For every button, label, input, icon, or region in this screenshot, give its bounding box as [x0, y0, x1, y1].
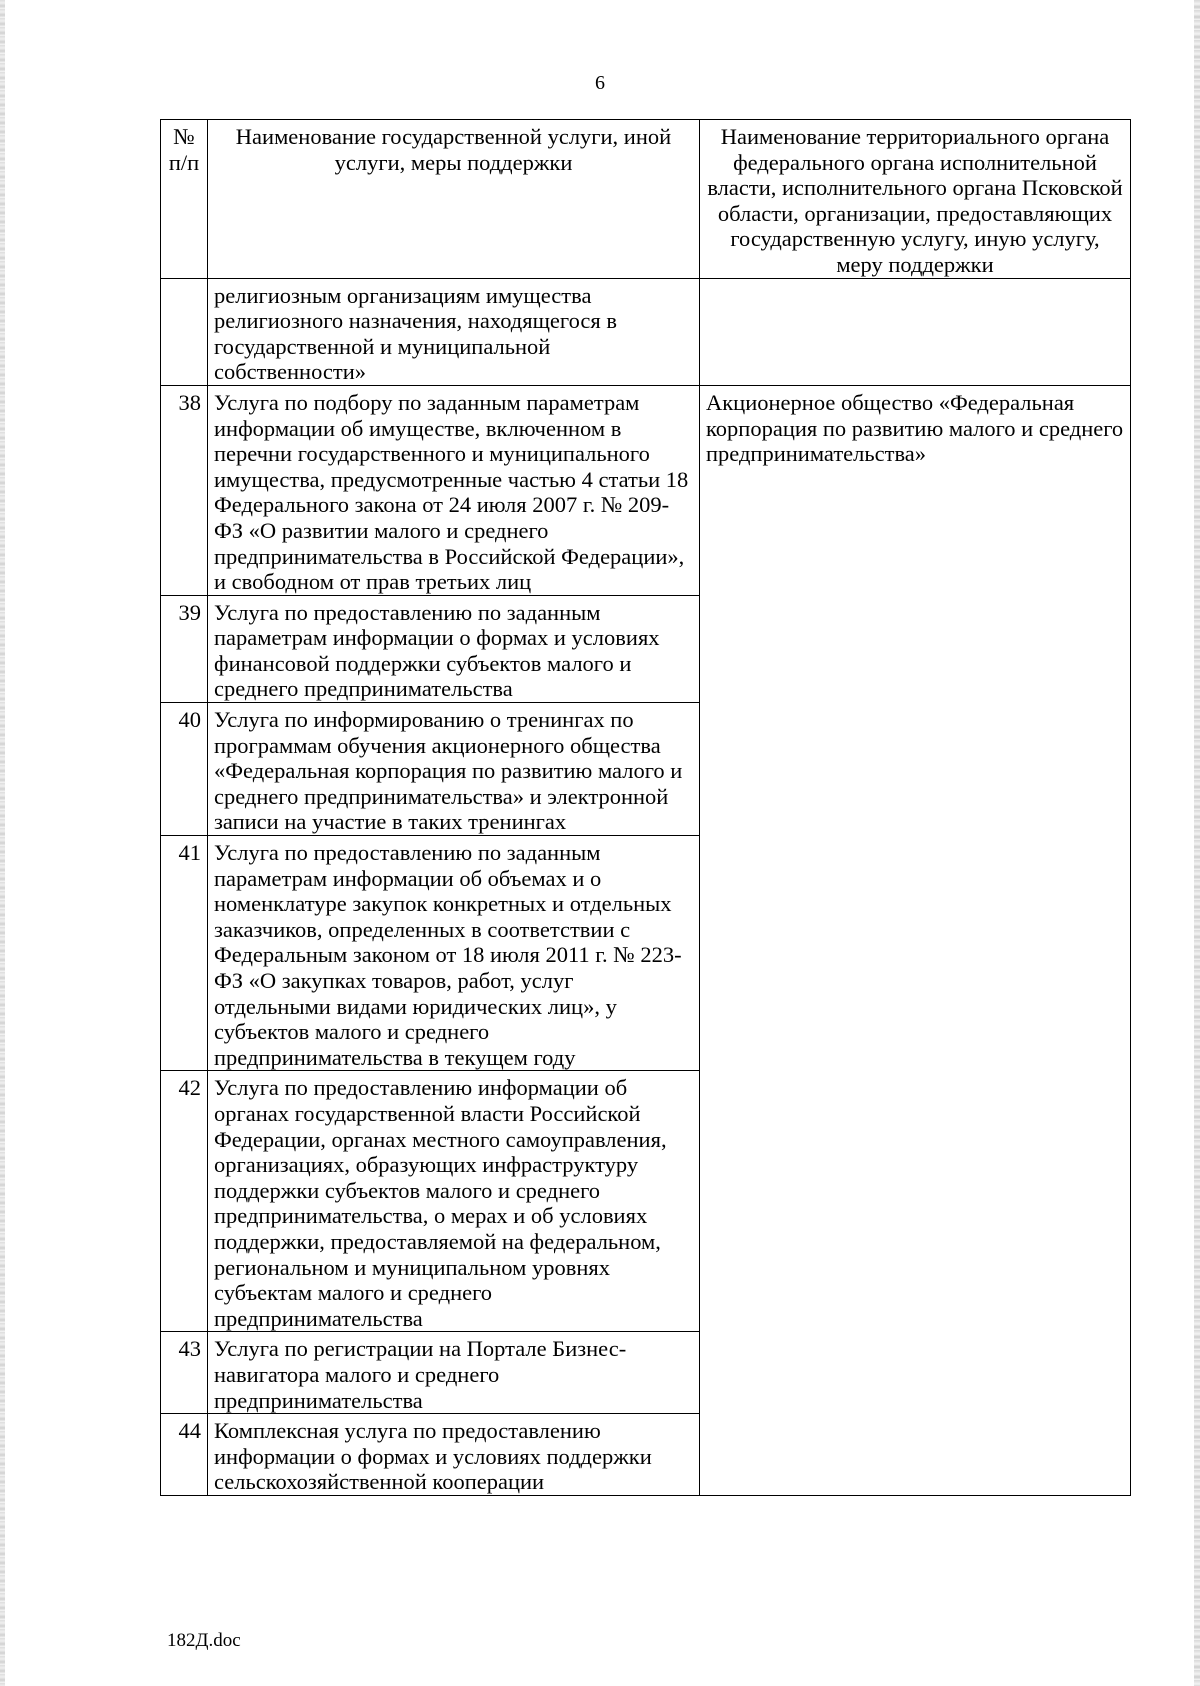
page-number: 6	[595, 72, 605, 94]
cell-service-name: Услуга по предоставлению информации об органах государственной власти Российской Федерации, органах местного самоуправления, организациях, образующих инфраструктуру поддержки субъектов малого и среднего предпринимательства, о мерах и об условиях поддержки, предоставляемой на федеральном, региональном и муниципальном уровнях субъектам малого и среднего предпринимательства	[208, 1071, 700, 1332]
cell-num: 39	[161, 595, 208, 702]
header-organization: Наименование территориального органа федерального органа исполнительной власти, исполнительного органа Псковской области, организации, предоставляющих государственную услугу, иную услугу, меру поддержки	[700, 120, 1131, 279]
table-header-row	[161, 120, 1131, 279]
table-row-continuation	[161, 278, 1131, 385]
cell-service-name: Услуга по информированию о тренингах по программам обучения акционерного общества «Федеральная корпорация по развитию малого и среднего предпринимательства» и электронной записи на участие в таких тренингах	[208, 703, 700, 836]
cell-num: 38	[161, 385, 208, 595]
cell-service-name: Услуга по предоставлению по заданным параметрам информации об объемах и о номенклатуре закупок конкретных и отдельных заказчиков, определенных в соответствии с Федеральным законом от 18 июля 2011 г. № 223-ФЗ «О закупках товаров, работ, услуг отдельными видами юридических лиц», у субъектов малого и среднего предпринимательства в текущем году	[208, 836, 700, 1071]
cell-num: 43	[161, 1332, 208, 1414]
cell-num: 42	[161, 1071, 208, 1332]
cell-organization-merged: Акционерное общество «Федеральная корпорация по развитию малого и среднего предпринимательства»	[700, 385, 1131, 1495]
cell-service-name: Услуга по подбору по заданным параметрам информации об имуществе, включенном в перечни государственного и муниципального имущества, предусмотренные частью 4 статьи 18 Федерального закона от 24 июля 2007 г. № 209-ФЗ «О развитии малого и среднего предпринимательства в Российской Федерации», и свободном от прав третьих лиц	[208, 385, 700, 595]
header-num: № п/п	[161, 120, 208, 279]
header-service-name: Наименование государственной услуги, иной услуги, меры поддержки	[208, 120, 700, 279]
cell-num: 41	[161, 836, 208, 1071]
scan-edge-right	[1194, 0, 1200, 1686]
document-filename: 182Д.doc	[167, 1630, 241, 1651]
cell-service-name: Комплексная услуга по предоставлению информации о формах и условиях поддержки сельскохозяйственной кооперации	[208, 1414, 700, 1496]
cell-service-name: Услуга по предоставлению по заданным параметрам информации о формах и условиях финансовой поддержки субъектов малого и среднего предпринимательства	[208, 595, 700, 702]
cell-num: 40	[161, 703, 208, 836]
cell-num	[161, 278, 208, 385]
scan-edge-left	[0, 0, 5, 1686]
cell-service-name: Услуга по регистрации на Портале Бизнес-навигатора малого и среднего предпринимательства	[208, 1332, 700, 1414]
cell-num: 44	[161, 1414, 208, 1496]
table-row	[161, 385, 1131, 595]
cell-service-name: религиозным организациям имущества религиозного назначения, находящегося в государственной и муниципальной собственности»	[208, 278, 700, 385]
cell-organization	[700, 278, 1131, 385]
services-table	[160, 119, 1131, 1496]
